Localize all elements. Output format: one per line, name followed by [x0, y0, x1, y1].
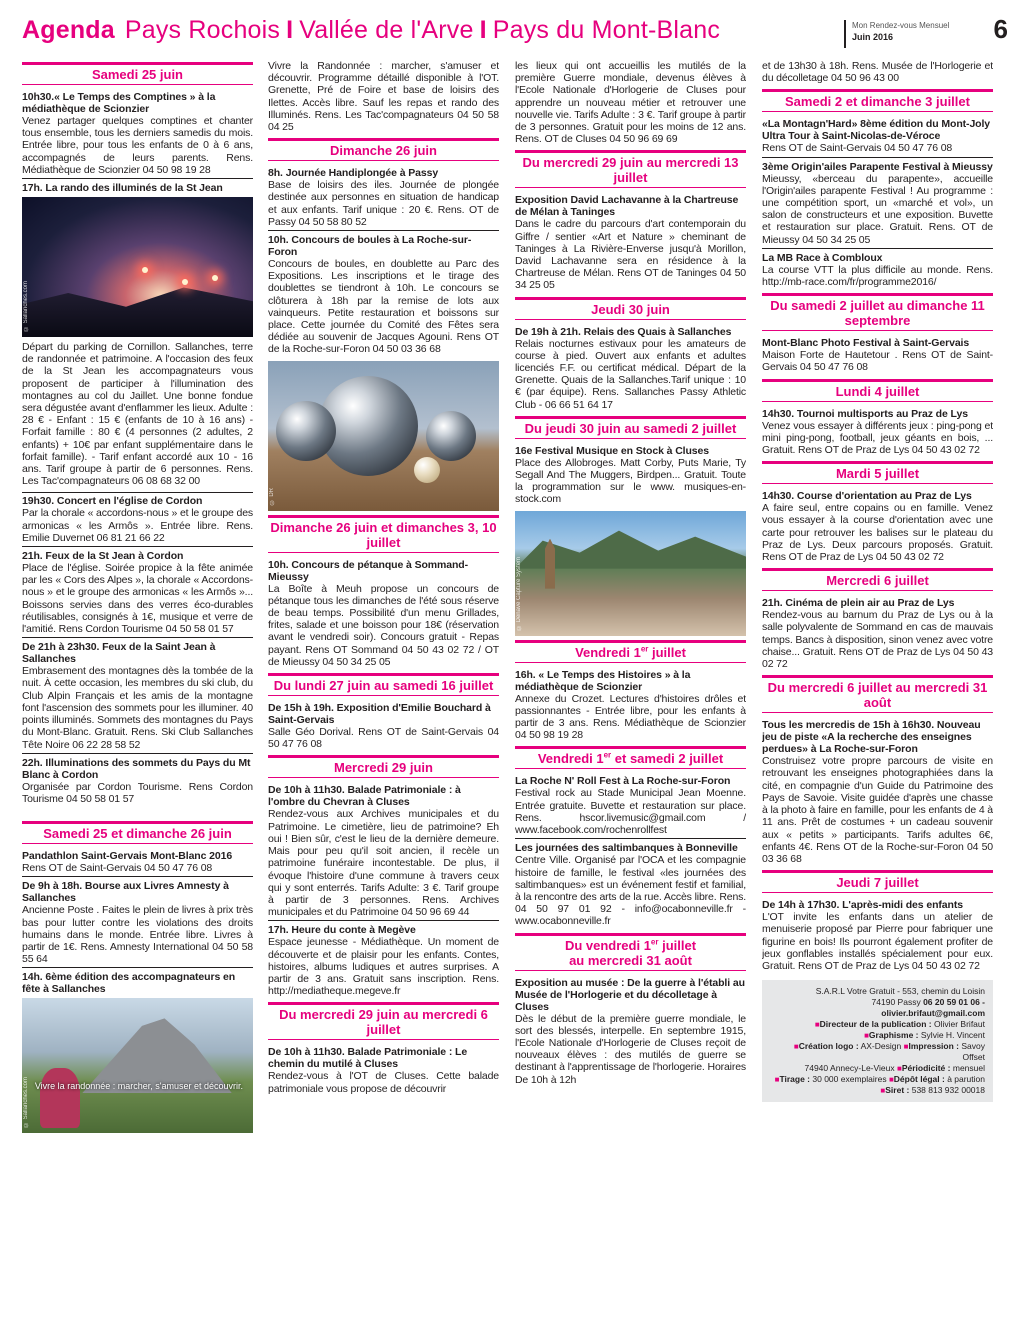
imprint-line	[770, 1030, 985, 1041]
date-banner	[515, 746, 746, 769]
square-bullet-icon: ■	[896, 1064, 902, 1074]
event	[515, 775, 746, 839]
date-banner-text: Vendredi 1	[575, 644, 641, 660]
event-body: et de 13h30 à 18h. Rens. Musée de l'Horlogerie et du décolletage 04 50 96 43 00	[762, 60, 993, 85]
event	[762, 719, 993, 867]
event-title: Exposition au musée : De la guerre à l'établi au Musée de l'Horlogerie et du décolletage à Cluses	[515, 976, 745, 1013]
imprint-label: Siret :	[885, 1085, 910, 1096]
photo-credit: © Denave Capture System	[516, 556, 522, 630]
mountain-silhouette	[22, 282, 253, 337]
date-banner: Lundi 4 juillet	[762, 379, 993, 402]
date-banner: Du mercredi 29 juin au mercredi 13 juillet	[515, 150, 746, 188]
date-banner: Du jeudi 30 juin au samedi 2 juillet	[515, 416, 746, 439]
event-title: 21h. Cinéma de plein air au Praz de Lys	[762, 597, 955, 610]
hiker-figure	[40, 1068, 80, 1128]
date-banner-text: Du vendredi 1	[564, 937, 651, 953]
column-4	[762, 60, 993, 1310]
event-title: 14h30. Tournoi multisports au Praz de Lys	[762, 407, 968, 420]
event-title: Pandathlon Saint-Gervais Mont-Blanc 2016	[22, 850, 233, 863]
imprint-value: 538 813 932 00018	[911, 1085, 985, 1096]
photo-credit: © DR	[269, 488, 275, 505]
region-vallee-arve: Vallée de l'Arve	[299, 16, 474, 44]
event-body: Maison Forte de Hautetour . Rens OT de Saint-Gervais 04 50 47 76 08	[762, 349, 993, 374]
event-body: Dès le début de la première guerre mondiale, le sort des blessés, interpelle. En septembre 1915, l'Ecole Nationale d'Horlogerie de Cluses reçoit de nouveaux élèves : des mutilés de guerre se destinant à l'apprentissage de l'horlogerie. Horaires De 10h à 12h	[515, 1012, 746, 1086]
imprint-value: mensuel	[952, 1063, 985, 1074]
event	[22, 757, 253, 807]
event-body: Ancienne Poste . Faites le plein de livres à prix très bas pour lutter contre les violations des droits humains dans le monde. Entrée libre. Livres à partir de 1€. Rens. Amnesty International 04 50 58 55 64	[22, 904, 253, 966]
event	[515, 669, 746, 744]
photo-torch-hike	[22, 197, 253, 337]
date-banner: Jeudi 30 juin	[515, 297, 746, 320]
torch-flare	[142, 267, 148, 273]
event	[268, 234, 499, 358]
date-banner: Dimanche 26 juin	[268, 138, 499, 161]
event	[22, 850, 253, 877]
publication-meta	[844, 20, 979, 48]
church-tower	[545, 539, 555, 589]
boule-ball	[276, 401, 336, 461]
event-title: 16e Festival Musique en Stock à Cluses	[515, 444, 710, 457]
imprint-label: Création logo :	[798, 1041, 859, 1052]
photo-credit: © Sallanches.com	[23, 280, 29, 332]
square-bullet-icon: ■	[880, 1086, 886, 1096]
page-header	[18, 14, 1008, 50]
event-title: 10h30.« Le Temps des Comptines » à la médiathèque de Scionzier	[22, 91, 216, 115]
ordinal-suffix: er	[640, 644, 649, 654]
imprint-label: Périodicité :	[901, 1063, 951, 1074]
imprint-line	[770, 1063, 985, 1074]
event	[268, 167, 499, 231]
event-body: La Boîte à Meuh propose un concours de pétanque tous les dimanches de l'été sous réserve de beau temps. Possibilité d'un menu Grillades, frites, salade et une boisson pour 18€ (réservation avant le vendredi soir). Concours gratuit - Repas payant. Rens OT Sommand 04 50 43 02 72 / OT de Mieussy 04 50 34 25 05	[268, 582, 499, 668]
date-banner: Du lundi 27 juin au samedi 16 juillet	[268, 673, 499, 696]
event	[762, 408, 993, 459]
date-banner: Dimanche 26 juin et dimanches 3, 10 juillet	[268, 515, 499, 553]
imprint-label: Directeur de la publication :	[819, 1019, 932, 1030]
date-banner	[515, 933, 746, 971]
header-separator: I	[286, 16, 294, 44]
event-body: Concours de boules, en doublette au Parc des Expositions. Les inscriptions et le tirage des doublettes se tiendront à 10h. Le concours se clôturera à 18h par la remise de lots aux vainqueurs. Petite restauration et boissons sur place. Cette journée du Comité des Fêtes sera dédiée au souvenir de Jacques Agouni. Rens OT de la Roche-sur-Foron 04 50 03 36 68	[268, 258, 499, 356]
event-title: 10h. Concours de pétanque à Sommand-Mieussy	[268, 558, 469, 583]
imprint-value: Olivier Brifaut	[933, 1019, 985, 1030]
event-title: De 10h à 11h30. Balade Patrimoniale : à l'ombre du Chevran à Cluses	[268, 784, 461, 809]
event-title: De 19h à 21h. Relais des Quais à Sallanches	[515, 325, 732, 338]
imprint-line	[770, 1041, 985, 1063]
event-body: Rendez-vous à l'OT de Cluses. Cette balade patrimoniale vous propose de découvrir	[268, 1070, 499, 1095]
event-body: les lieux qui ont accueillis les mutilés de la première Guerre mondiale, devenus élèves à l'Ecole Nationale d'Horlogerie de Cluses pour apprendre un nouveau métier et retrouver une nouvelle vie. Tarifs Adulte : 3 €. Tarif groupe à partir de 3 personnes. Gratuit pour les moins de 12 ans. Rens. OT de Cluses 04 50 96 69 69	[515, 60, 746, 146]
event	[762, 118, 993, 157]
date-banner: Samedi 25 juin	[22, 62, 253, 85]
event-body: Rendez-vous au barnum du Praz de Lys ou à la salle polyvalente de Sommand en cas de mauvais temps. Bancs à disposition, sinon venez avec votre chaise... Gratuit. Rens OT de Praz de Lys 04 50 43 02 72	[762, 609, 993, 671]
event-body: Venez vous essayer à différents jeux : ping-pong et mini ping-pong, football, jeux géants en bois, ... Gratuit. Rens OT de Praz de Lys 04 50 43 02 72	[762, 419, 993, 457]
event-body: Dans le cadre du parcours d'art contemporain du Giffre / sentier «Art et Nature » cheminant de Taninges à La Rivière-Enverse jusqu'à Morillon, David Lachavanne sera en résidence à la Chartreuse de Mélan. Rens OT de Taninges 04 50 34 25 05	[515, 218, 746, 292]
date-banner-text: Vendredi 1	[537, 751, 604, 767]
square-bullet-icon: ■	[903, 1042, 909, 1052]
event-title: 3ème Origin'ailes Parapente Festival à Mieussy	[762, 160, 993, 173]
event	[762, 490, 993, 565]
photo-caption: Vivre la randonnée : marcher, s'amuser et découvrir.	[34, 1081, 243, 1092]
event	[515, 977, 746, 1088]
region-mont-blanc: Pays du Mont-Blanc	[492, 16, 721, 44]
event-title: 17h. Heure du conte à Megève	[268, 924, 416, 937]
event-body: Mieussy, «berceau du parapente», accueille l'Origin'ailes parapente Festival ! Au programme : une compétition sport, un «marché et vol», un salon de constructeurs et une exposition. Buvette et restauration sur place. Gratuit. Rens. OT de Mieussy 04 50 34 25 05	[762, 172, 993, 246]
imprint-line	[770, 1019, 985, 1030]
event-title: De 9h à 18h. Bourse aux Livres Amnesty à Sallanches	[22, 880, 229, 905]
event-title: 16h. « Le Temps des Histoires » à la médiathèque de Scionzier	[515, 668, 691, 693]
event-body: Annexe du Crozet. Lectures d'histoires drôles et passionnantes - Entrée libre, pour les enfants à partir de 3 ans. Rens. Médiathèque de Scionzier 04 50 98 19 28	[515, 692, 746, 742]
event-title: Exposition David Lachavanne à la Chartreuse de Mélan à Taninges	[515, 194, 739, 219]
column-1	[22, 60, 253, 1310]
event-body: Relais nocturnes estivaux pour les amateurs de course à pied. Ouvert aux enfants et adultes licenciés F.F. ou certificat médical. Départ de la Grenette. Quais de la Sallanches.Tarif unique : 10 € (par équipe). Rens. Sallanches Passy Athletic Club - 06 66 51 64 17	[515, 337, 746, 411]
date-banner: Du mercredi 29 juin au mercredi 6 juillet	[268, 1002, 499, 1040]
imprint-line: S.A.R.L Votre Gratuit - 553, chemin du Loisin	[815, 986, 985, 997]
event-body: Place des Allobroges. Matt Corby, Puts Marie, Ty Segall And The Muggers, Birdpen... Gratuit. Toute la programmation sur le www. musiques-en-stock.com	[515, 456, 746, 506]
event	[22, 91, 253, 179]
event	[268, 924, 499, 999]
event-body: Rendez-vous aux Archives municipales et du Patrimoine. Le cimetière, lieu de patrimoine? Eh oui ! Bien sûr, c'est le lieu de la dernière demeure. Mais pour peu qu'il soit ancien, il recèle un patrimoine funéraire incontestable. De plus, il évoque l'histoire d'une commune à travers ceux qui y sont enterrés. Tarifs Adulte: 3 €. Tarif groupe à partir de 3 personnes. Rens. Archives municipales et du Patrimoine 04 50 96 69 44	[268, 808, 499, 919]
date-banner: Du mercredi 6 juillet au mercredi 31 août	[762, 675, 993, 713]
event-body: Festival rock au Stade Municipal Jean Moenne. Entrée gratuite. Buvette et restauration sur place. Rens. hscor.livemusic@gmail.com / www.facebook.com/rochenrollfest	[515, 787, 746, 837]
publication-issue: Juin 2016	[852, 32, 894, 42]
event-body: Salle Géo Dorival. Rens OT de Saint-Gervais 04 50 47 76 08	[268, 726, 499, 751]
date-banner	[515, 640, 746, 663]
square-bullet-icon: ■	[864, 1031, 869, 1041]
imprint-line	[770, 1074, 985, 1085]
event-body: Construisez votre propre parcours de visite en retrouvant les enseignes photographiées dans la cité, en compagnie d'un Guide du Patrimoine des Pays de Savoie. Visite guidée d'après une chasse à la photo à faire en famille, pour les enfants de 4 à 11 ans. Prêt de costumes + un cadeau souvenir aux « petits » participants. Tarifs adultes 6€, enfants 4€. Rens OT de la Roche-sur-Foron 04 50 03 36 68	[762, 755, 993, 865]
event-title: «La Montagn'Hard» 8ème édition du Mont-Joly Ultra Tour à Saint-Nicolas-de-Véroce	[762, 118, 991, 143]
imprint-label: Impression :	[908, 1041, 959, 1052]
event-body: L'OT invite les enfants dans un atelier de menuiserie proposé par Pierre pour fabriquer une figurine en bois! Ils pourront également profiter de jeux gonflables installés spécialement pour eux. Gratuit. Rens OT de Praz de Lys 04 50 43 02 72	[762, 911, 993, 972]
event-title: 14h30. Course d'orientation au Praz de Lys	[762, 490, 972, 503]
event	[22, 641, 253, 753]
event	[22, 550, 253, 638]
event	[762, 60, 993, 86]
event	[22, 492, 253, 547]
event	[762, 252, 993, 290]
event-title: 10h. Concours de boules à La Roche-sur-Foron	[268, 234, 472, 259]
event-title: Les journées des saltimbanques à Bonneville	[515, 842, 738, 855]
event-body: Vivre la Randonnée : marcher, s'amuser et découvrir. Programme détaillé disponible à l'OT. Grenette, Pré de Foire et base de loisirs des Ilettes. Accès libre. Sauf les repas et rando des Illuminés. Rens. Les Tac'compagnateurs 04 50 58 04 25	[268, 60, 499, 134]
date-banner: Jeudi 7 juillet	[762, 870, 993, 893]
event-body: La course VTT la plus difficile au monde. Rens. http://mb-race.com/fr/programme2016/	[762, 263, 993, 289]
imprint-line	[770, 1085, 985, 1096]
date-banner: Samedi 25 et dimanche 26 juin	[22, 821, 253, 844]
imprint-label: Dépôt légal :	[893, 1074, 945, 1085]
event-title: 21h. Feux de la St Jean à Cordon	[22, 550, 184, 563]
date-banner: Mercredi 29 juin	[268, 755, 499, 778]
imprint-value: à parution	[947, 1074, 985, 1085]
photo-festival-crowd	[515, 511, 746, 636]
event-body: Départ du parking de Cornillon. Sallanches, terre de randonnée et patrimoine. A l'occasion des feux de la St Jean les accompagnateurs vous proposent de participer à l'illumination des montagnes au col du Jaillet. Une bonne fondue sera dégustée avant d'enflammer les lieux. Adulte : 28 € - Enfant : 15 € (enfants de 10 à 16 ans) - Forfait famille : 80 € (4 personnes (2 adultes, 2 enfants) + 10€ par enfant supplémentaire dans le forfait famille). - Tarif enfant accordé aux 10 - 16 ans. Tarif groupe à partir de 6 personnes. Rens. Les Tac'compagnateurs 06 08 68 32 00	[22, 341, 253, 488]
imprint-value: 30 000 exemplaires	[812, 1074, 887, 1085]
boule-ball	[426, 411, 476, 461]
photo-credit: © Sallanches.com	[23, 1077, 29, 1128]
event	[22, 880, 253, 968]
date-banner-text: au mercredi 31 août	[569, 952, 692, 968]
event	[268, 702, 499, 752]
ordinal-suffix: er	[650, 937, 659, 947]
date-banner: Samedi 2 et dimanche 3 juillet	[762, 89, 993, 112]
event-title: Tous les mercredis de 15h à 16h30. Nouveau jeu de piste «A la recherche des enseignes perdues» à La Roche-sur-Foron	[762, 719, 981, 756]
region-pays-rochois: Pays Rochois	[124, 16, 281, 44]
square-bullet-icon: ■	[774, 1075, 780, 1085]
event-title: 8h. Journée Handiplongée à Passy	[268, 167, 439, 180]
event	[515, 194, 746, 293]
event-body: Centre Ville. Organisé par l'OCA et les compagnie histoire de famille, le festival «les journées des saltimbanques» est un événement festif et familial, à la rencontre des arts de la rue. Accès libre. Rens. 04 50 97 01 92 - info@ocabonneville.fr - www.ocabonneville.fr	[515, 854, 746, 928]
event	[515, 445, 746, 508]
event-body: Venez partager quelques comptines et chanter tous ensemble, tous les derniers samedis du mois. Entrée libre, pour tous les enfants de 0 à 6 ans, accompagnés de leurs parents. Rens. Médiathèque de Scionzier 04 50 98 19 28	[22, 115, 253, 176]
event	[762, 597, 993, 672]
imprint-label: Tirage :	[779, 1074, 811, 1085]
event-body: Place de l'église. Soirée propice à la fête animée par les « Cors des Alpes », la chorale « Accordons-nous » et le groupe des armonicas « les Armôs »... Boissons servies dans des verres éco-durables réutilisables, consignés à 1€, musique et verre de l'amitié. Rens Cordon Tourisme 04 50 58 01 57	[22, 562, 253, 636]
event-body: Par la chorale « accordons-nous » et le groupe des armonicas « les Armôs ». Entrée libre. Rens. Emilie Duvernet 06 81 21 66 22	[22, 507, 253, 544]
date-banner: Du samedi 2 juillet au dimanche 11 septembre	[762, 293, 993, 331]
event	[762, 161, 993, 249]
date-banner-text: juillet	[648, 644, 686, 660]
imprint-address: 74190 Passy	[871, 997, 921, 1008]
event-body: Espace jeunesse - Médiathèque. Un moment de découverte et de plaisir pour les enfants. Contes, histoires, albums ludiques et autres surprises. A partir de 3 ans. Gratuit sans inscription. Rens. http://mediatheque.megeve.fr	[268, 936, 499, 998]
event-body: Rens OT de Saint-Gervais 04 50 47 76 08	[762, 142, 953, 155]
date-banner-text: et samedi 2 juillet	[611, 751, 724, 767]
event-body: Embrasement des montagnes dès la tombée de la nuit. À cette occasion, les membres du ski club, du Club Alpin Français et les amis de la montagne font l'ascension des sommets pour les illuminer. 40 points illuminés. Sommets des montagnes du Pays du Mont-Blanc. Gratuit. Rens. Ski Club Sallanches Tête Noire 06 22 28 58 52	[22, 665, 253, 751]
publication-imprint	[762, 980, 993, 1102]
event	[762, 337, 993, 375]
imprint-value: 74940 Annecy-Le-Vieux	[804, 1063, 895, 1074]
page-number: 6	[993, 14, 1008, 44]
event-title: Mont-Blanc Photo Festival à Saint-Gervais	[762, 337, 970, 350]
photo-hiker	[22, 998, 253, 1133]
event	[515, 842, 746, 929]
event-title: La MB Race à Combloux	[762, 251, 883, 264]
publication-tagline: Mon Rendez-vous Mensuel	[852, 21, 950, 30]
event	[762, 899, 993, 974]
event-title: De 15h à 19h. Exposition d'Emilie Bouchard à Saint-Gervais	[268, 702, 491, 727]
event	[268, 784, 499, 921]
square-bullet-icon: ■	[814, 1020, 820, 1030]
event	[268, 60, 499, 135]
date-banner-text: juillet	[658, 937, 697, 953]
imprint-value: Sylvie H. Vincent	[920, 1030, 985, 1041]
event-body: Organisée par Cordon Tourisme. Rens Cordon Tourisme 04 50 58 01 57	[22, 780, 253, 805]
event-body: Rens OT de Saint-Gervais 04 50 47 76 08	[22, 862, 213, 875]
imprint-label: Graphisme :	[868, 1030, 919, 1041]
event	[515, 326, 746, 413]
event-title: 22h. Illuminations des sommets du Pays du Mt Blanc à Cordon	[22, 756, 251, 781]
header-separator: I	[479, 16, 487, 44]
event-title: La Roche N' Roll Fest à La Roche-sur-Foron	[515, 775, 731, 788]
torch-flare	[212, 275, 218, 281]
event	[22, 971, 253, 1139]
event-title: De 21h à 23h30. Feux de la Saint Jean à Sallanches	[22, 641, 216, 666]
event-title: 19h30. Concert en l'église de Cordon	[22, 495, 203, 508]
event-body: Base de loisirs des iles. Journée de plongée destinée aux personnes en situation de handicap et aux enfants. Tarif unique : 20 €. Rens. OT de Passy 04 50 58 80 52	[268, 179, 499, 228]
square-bullet-icon: ■	[793, 1042, 799, 1052]
square-bullet-icon: ■	[888, 1075, 894, 1085]
date-banner: Mercredi 6 juillet	[762, 568, 993, 591]
event-title: 17h. La rando des illuminés de la St Jean	[22, 182, 223, 195]
column-2	[268, 60, 499, 1310]
photo-petanque-balls	[268, 361, 499, 511]
event-title: De 10h à 11h30. Balade Patrimoniale : Le chemin du mutilé à Cluses	[268, 1046, 468, 1071]
imprint-line	[770, 997, 985, 1019]
date-banner: Mardi 5 juillet	[762, 461, 993, 484]
ordinal-suffix: er	[603, 751, 612, 761]
agenda-label: Agenda	[22, 16, 115, 44]
torch-flare	[182, 279, 188, 285]
event	[268, 1046, 499, 1096]
event	[22, 182, 253, 489]
event-body: A faire seul, entre copains ou en famille. Venez vous essayer à la course d'orientation avec une carte pour retrouver les balises sur le plateau du Praz de Lys. Deux parcours proposés. Gratuit. Rens OT de Praz de Lys 04 50 43 02 72	[762, 502, 993, 564]
imprint-value: Savoy Offset	[961, 1041, 985, 1063]
event	[515, 60, 746, 147]
event-title: De 14h à 17h30. L'après-midi des enfants	[762, 899, 963, 912]
imprint-contact: 06 20 59 01 06 - olivier.brifaut@gmail.com	[881, 997, 985, 1019]
event-title: 14h. 6ème édition des accompagnateurs en fête à Sallanches	[22, 971, 236, 996]
cochonnet-ball	[414, 457, 440, 483]
column-3	[515, 60, 746, 1310]
event	[268, 559, 499, 670]
imprint-value: AX-Design	[860, 1041, 902, 1052]
header-title	[22, 16, 720, 45]
